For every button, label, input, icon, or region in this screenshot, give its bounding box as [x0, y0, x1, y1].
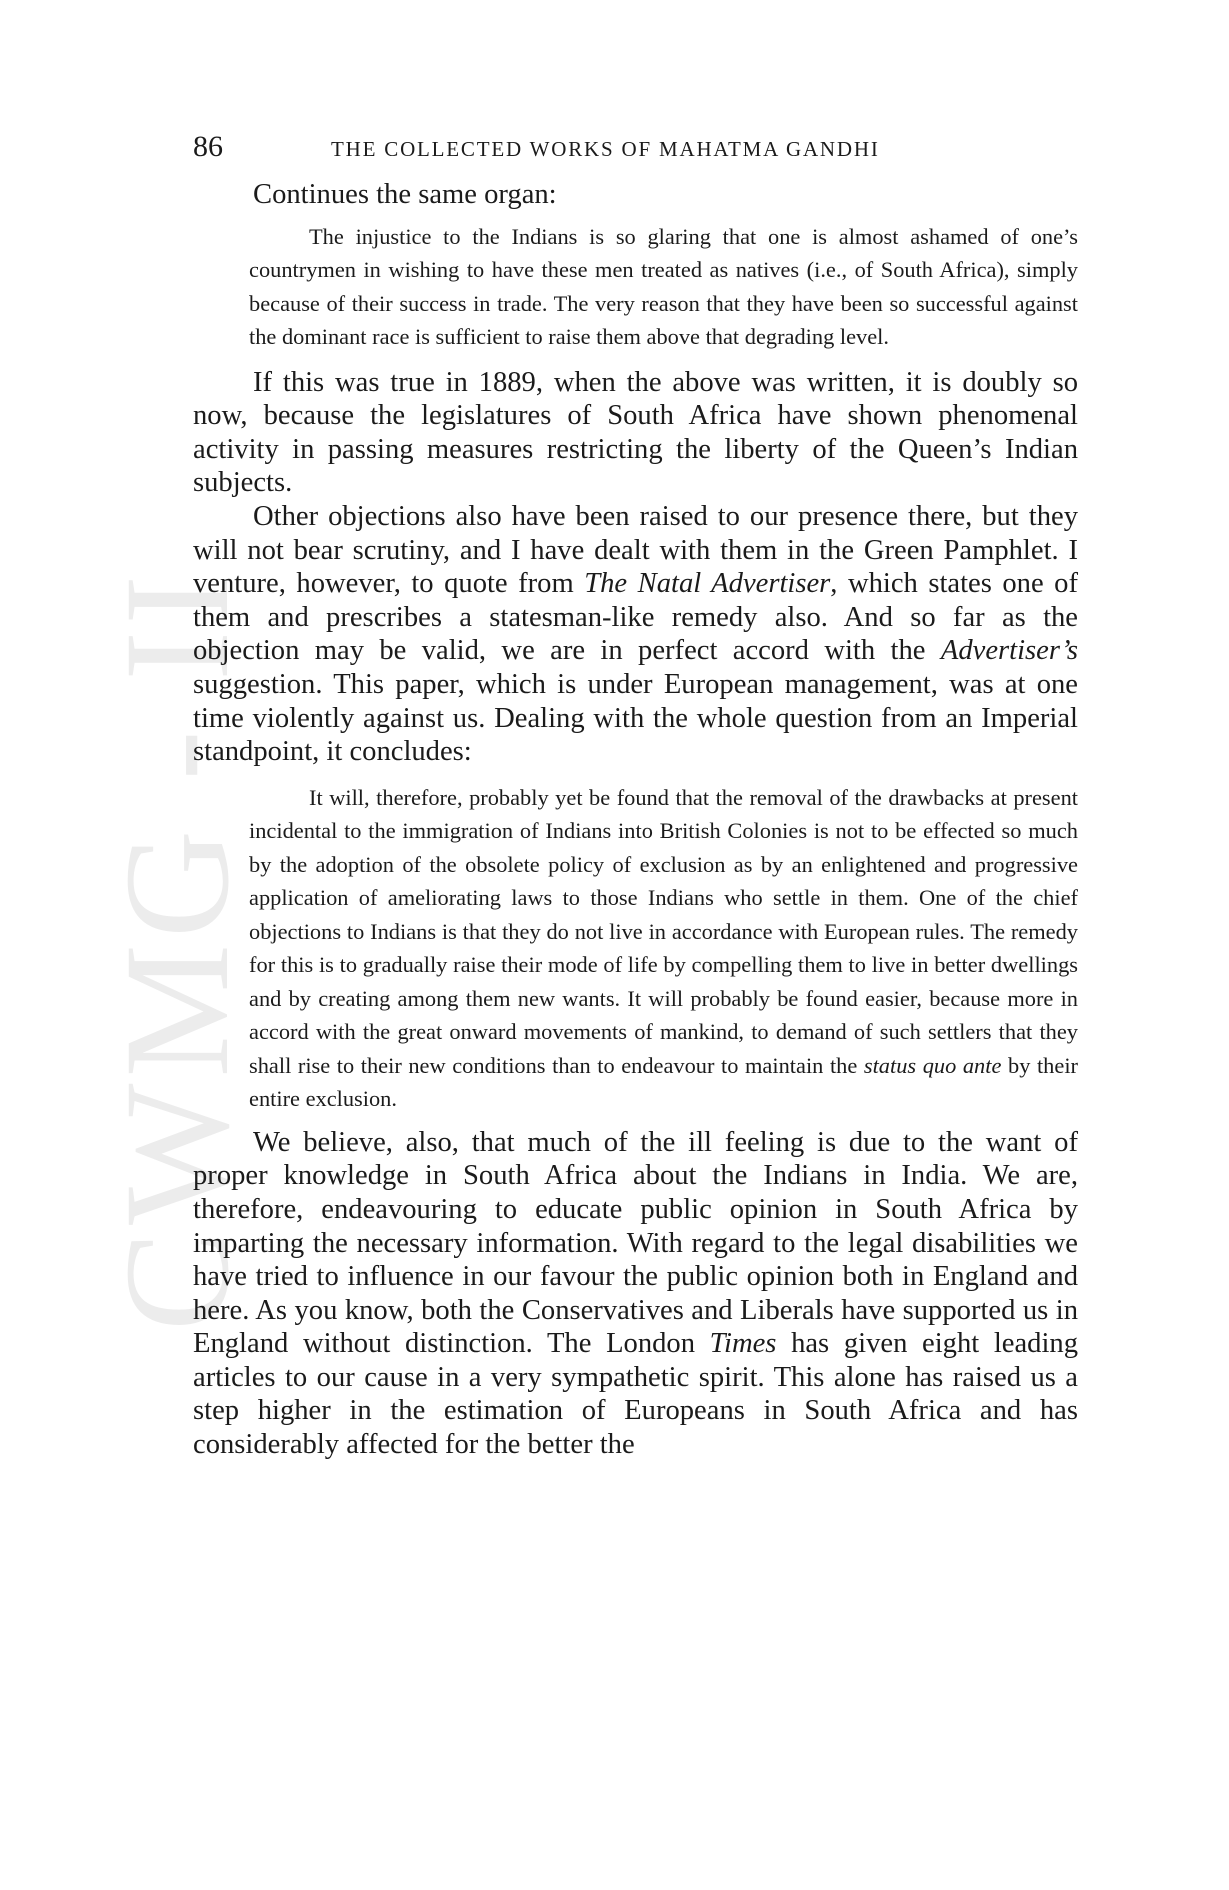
paragraph-2	[193, 500, 1078, 769]
running-head: THE COLLECTED WORKS OF MAHATMA GANDHI	[331, 137, 880, 161]
paragraph-3-title-times: Times	[709, 1328, 777, 1360]
paragraph-2-text-b: , which states one of them and prescribes a statesman-like remedy also. And so far as the objection may be valid, we are in perfect accord with the	[193, 568, 1078, 667]
intro-line: Continues the same organ:	[253, 179, 557, 210]
paragraph-3	[193, 1126, 1078, 1462]
paragraph-2-title-natal-advertiser: The Natal Advertiser	[584, 568, 831, 600]
paragraph-1: If this was true in 1889, when the above was written, it is doubly so now, because the legislatures of South Africa have shown phenomenal activity in passing measures restricting the liberty of the Queen’s Indian subjects.	[193, 366, 1078, 499]
page-body	[193, 178, 1078, 1462]
block-quote-2-text-a: It will, therefore, probably yet be found that the removal of the drawbacks at present incidental to the immigration of Indians into British Colonies is not to be effected so much by the adoption of the obsolete policy of exclusion as by an enlightened and progressive application of ameliorating laws to those Indians who settle in them. One of the chief objections to Indians is that they do not live in accordance with European rules. The remedy for this is to gradually raise their mode of life by compelling them to live in better dwellings and by creating among them new wants. It will probably be found easier, because more in accord with the great onward movements of mankind, to demand of such settlers that they shall rise to their new conditions than to endeavour to maintain the	[249, 784, 1078, 1078]
paragraph-2-title-advertisers: Advertiser’s	[940, 635, 1078, 667]
block-quote-1: The injustice to the Indians is so glaring that one is almost ashamed of one’s countrymen in wishing to have these men treated as natives (i.e., of South Africa), simply because of their success in trade. The very reason that they have been so successful against the dominant race is sufficient to raise them above that degrading level.	[249, 223, 1078, 350]
paragraph-2-text-a: Other objections also have been raised to our presence there, but they will not bear scrutiny, and I have dealt with them in the Green Pamphlet. I venture, however, to quote from	[193, 500, 1078, 600]
watermark-text: CWMG - II	[94, 568, 260, 1332]
block-quote-2-italic: status quo ante	[863, 1052, 1002, 1078]
page-header	[193, 130, 1083, 170]
paragraph-3-text-a: We believe, also, that much of the ill feeling is due to the want of proper knowledge in South Africa about the Indians in India. We are, therefore, endeavouring to educate public opinion in South Africa by imparting the necessary information. With regard to the legal disabilities we have tried to influence in our favour the public opinion both in England and here. As you know, both the Conservatives and Liberals have supported us in England without distinction. The London	[193, 1126, 1078, 1360]
paragraph-2-text-c: suggestion. This paper, which is under European management, was at one time violently against us. Dealing with the whole question from an Imperial standpoint, it concludes:	[193, 668, 1078, 768]
paragraph-3-text-b: has given eight leading articles to our cause in a very sympathetic spirit. This alone has raised us a step higher in the estimation of Europeans in South Africa and has considerably affected for the better the	[193, 1328, 1078, 1461]
page-number: 86	[193, 130, 223, 163]
block-quote-2	[249, 781, 1078, 1116]
block-quote-2-text-b: by their entire exclusion.	[249, 1052, 1078, 1112]
